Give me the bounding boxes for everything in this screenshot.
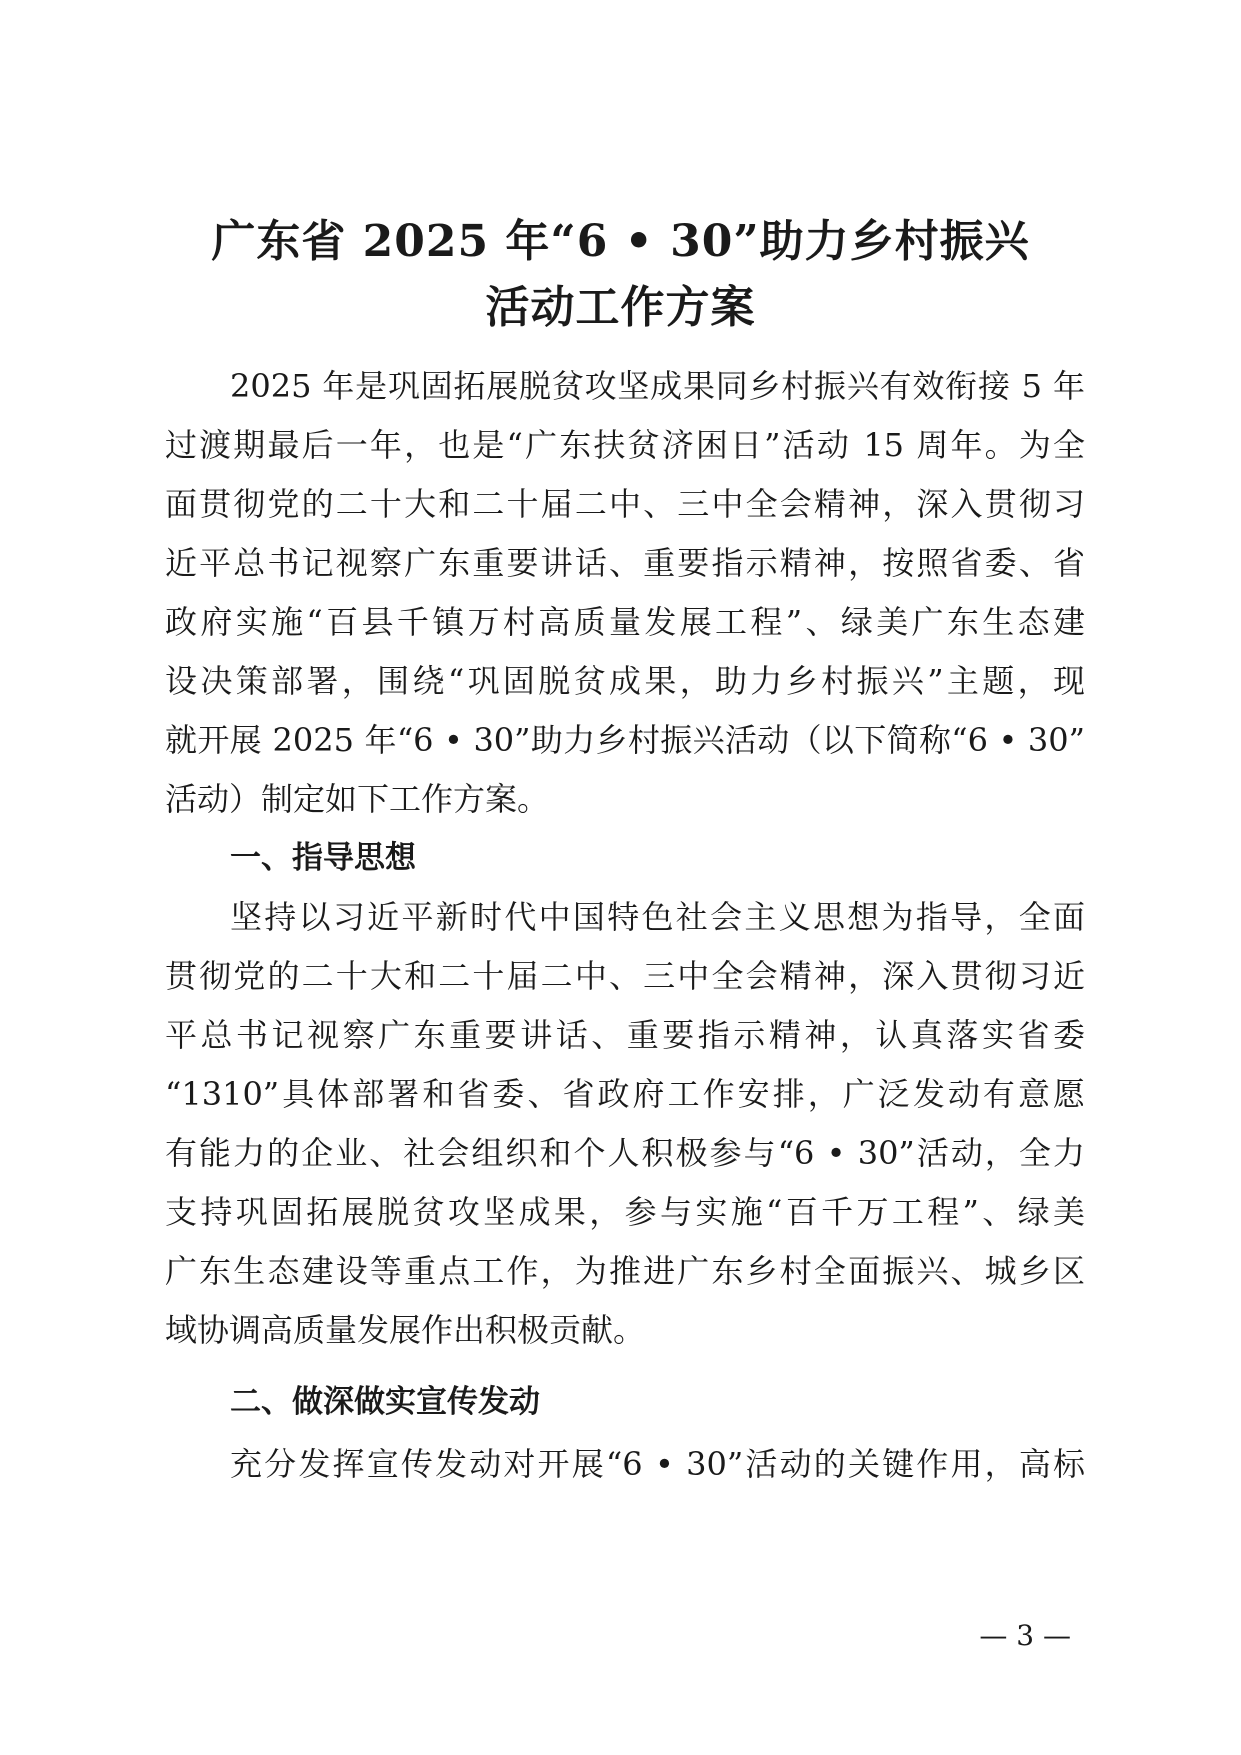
document-title-line-2: 活动工作方案 (485, 282, 756, 333)
paragraph-line: 贯彻党的二十大和二十届二中、三中全会精神，深入贯彻习近 (165, 957, 1085, 995)
paragraph-line: 过渡期最后一年，也是“广东扶贫济困日”活动 15 周年。为全 (165, 426, 1085, 464)
paragraph-line: 政府实施“百县千镇万村高质量发展工程”、绿美广东生态建 (165, 603, 1085, 641)
document-title-line-1: 广东省 2025 年“6 • 30”助力乡村振兴 (211, 216, 1030, 267)
section-heading-guiding-ideology: 一、指导思想 (230, 840, 416, 876)
paragraph-line: 近平总书记视察广东重要讲话、重要指示精神，按照省委、省 (165, 544, 1085, 582)
paragraph-line: 充分发挥宣传发动对开展“6 • 30”活动的关键作用，高标 (230, 1445, 1085, 1483)
paragraph-line: 设决策部署，围绕“巩固脱贫成果，助力乡村振兴”主题，现 (165, 662, 1085, 700)
page-number: — 3 — (979, 1619, 1071, 1652)
paragraph-line: 坚持以习近平新时代中国特色社会主义思想为指导，全面 (230, 898, 1085, 936)
paragraph-line: 有能力的企业、社会组织和个人积极参与“6 • 30”活动，全力 (165, 1134, 1085, 1172)
paragraph-line: 域协调高质量发展作出积极贡献。 (165, 1311, 646, 1349)
paragraph-line: 面贯彻党的二十大和二十届二中、三中全会精神，深入贯彻习 (165, 485, 1085, 523)
paragraph-line: 广东生态建设等重点工作，为推进广东乡村全面振兴、城乡区 (165, 1252, 1085, 1290)
paragraph-line: 活动）制定如下工作方案。 (165, 780, 550, 818)
paragraph-line: 平总书记视察广东重要讲话、重要指示精神，认真落实省委 (165, 1016, 1085, 1054)
section-heading-publicity: 二、做深做实宣传发动 (230, 1384, 540, 1420)
paragraph-line: “1310”具体部署和省委、省政府工作安排，广泛发动有意愿 (165, 1075, 1085, 1113)
paragraph-line: 就开展 2025 年“6 • 30”助力乡村振兴活动（以下简称“6 • 30” (165, 721, 1085, 759)
paragraph-line: 2025 年是巩固拓展脱贫攻坚成果同乡村振兴有效衔接 5 年 (230, 367, 1085, 405)
paragraph-line: 支持巩固拓展脱贫攻坚成果，参与实施“百千万工程”、绿美 (165, 1193, 1085, 1231)
